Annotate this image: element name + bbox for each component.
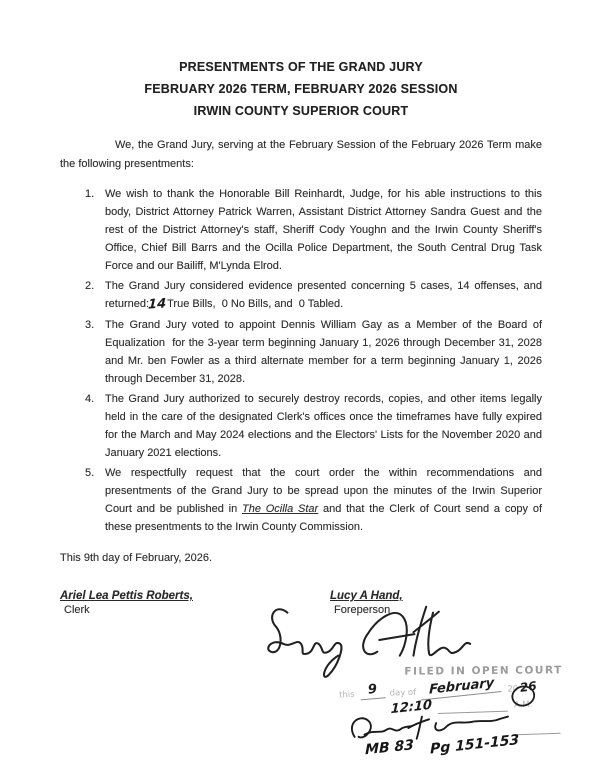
meridiem-circle-handwriting	[507, 682, 540, 709]
item-number: 2.	[85, 280, 95, 292]
stamp-page-range-handwritten: Pg 151-153	[430, 732, 520, 758]
stamp-day-handwritten: 9	[359, 681, 385, 700]
item-number: 3.	[85, 319, 95, 331]
item-number: 5.	[85, 467, 95, 479]
stamp-time-handwritten: 12:10	[390, 697, 433, 718]
presentment-item-5	[60, 464, 542, 536]
item-text: The Grand Jury voted to appoint Dennis William Gay as a Member of the Board of Equalization for the 3-year term beginning January 1, 2026 through December 31, 2028 and Mr. ben Fowler as a third alternate member for a term beginning January 1, 2026 through December 31, 2028.	[105, 319, 542, 385]
item-text: We wish to thank the Honorable Bill Reinhardt, Judge, for his able instructions to this body, District Attorney Patrick Warren, Assistant District Attorney Sandra Guest and the rest of the District Attorney's staff, Sheriff Cody Youghn and the Irwin County Sheriff's Office, Chief Bill Barrs and the Ocilla Police Department, the South Central Drug Task Force and our Bailiff, M'Lynda Elrod.	[105, 188, 542, 272]
stamp-meridiem	[514, 692, 533, 712]
item-text: The Grand Jury authorized to securely destroy records, copies, and other items legally held in the care of the designated Clerk's offices once the timeframes have fully expired for the March and May 2024 elections and the Electors' Lists for the November 2020 and January 2021 elections.	[105, 393, 542, 459]
stamp-month-handwritten: February	[421, 675, 502, 701]
foreperson-name: Lucy A Hand,	[330, 590, 403, 602]
clerk-name: Ariel Lea Pettis Roberts,	[60, 590, 193, 602]
title-line-1: PRESENTMENTS OF THE GRAND JURY	[179, 60, 423, 74]
item-text: We respectfully request that the court order the within recommendations and presentments of the Grand Jury to be spread upon the minutes of the Irwin Superior Court and be published in	[105, 467, 542, 515]
stamp-preprint-this: this	[338, 689, 355, 701]
stamp-preprint-century: 20	[507, 684, 519, 695]
title-line-3: IRWIN COUNTY SUPERIOR COURT	[193, 104, 409, 118]
stamp-preprint-meridiem: A.M.	[513, 699, 533, 711]
stamp-preprint-day-of: day of	[389, 687, 417, 699]
item-number: 4.	[85, 393, 95, 405]
date-line: This 9th day of February, 2026.	[60, 552, 213, 564]
presentment-item-1	[60, 185, 542, 275]
stamp-minute-book-handwritten: MB 83	[365, 737, 414, 759]
filed-stamp	[334, 661, 599, 774]
document-title-block	[60, 56, 542, 122]
item-text: True Bills, 0 No Bills, and 0 Tabled.	[167, 298, 344, 310]
item-text: The Grand Jury considered evidence presented concerning 5 cases, 14 offenses, and returned:	[105, 280, 542, 310]
presentments-list	[60, 185, 542, 536]
newspaper-name: The Ocilla Star	[242, 503, 319, 515]
title-line-2: FEBRUARY 2026 TERM, FEBRUARY 2026 SESSION	[144, 82, 458, 96]
presentment-item-4	[60, 390, 542, 462]
foreperson-role: Foreperson	[334, 604, 391, 616]
intro-paragraph: We, the Grand Jury, serving at the February Session of the February 2026 Term make the following presentments:	[60, 139, 542, 170]
stamp-signature-line	[516, 723, 560, 736]
stamp-year-handwritten: 26	[519, 678, 538, 695]
stamp-header: FILED IN OPEN COURT	[404, 664, 563, 678]
presentment-item-3	[60, 316, 542, 388]
item-number: 1.	[85, 188, 95, 200]
handwritten-true-bills-count: 14	[147, 296, 167, 313]
presentment-item-2	[60, 277, 542, 314]
clerk-role: Clerk	[64, 604, 90, 616]
item-text: and that the Clerk of Court send a copy of these presentments to the Irwin County Commission.	[105, 503, 542, 533]
